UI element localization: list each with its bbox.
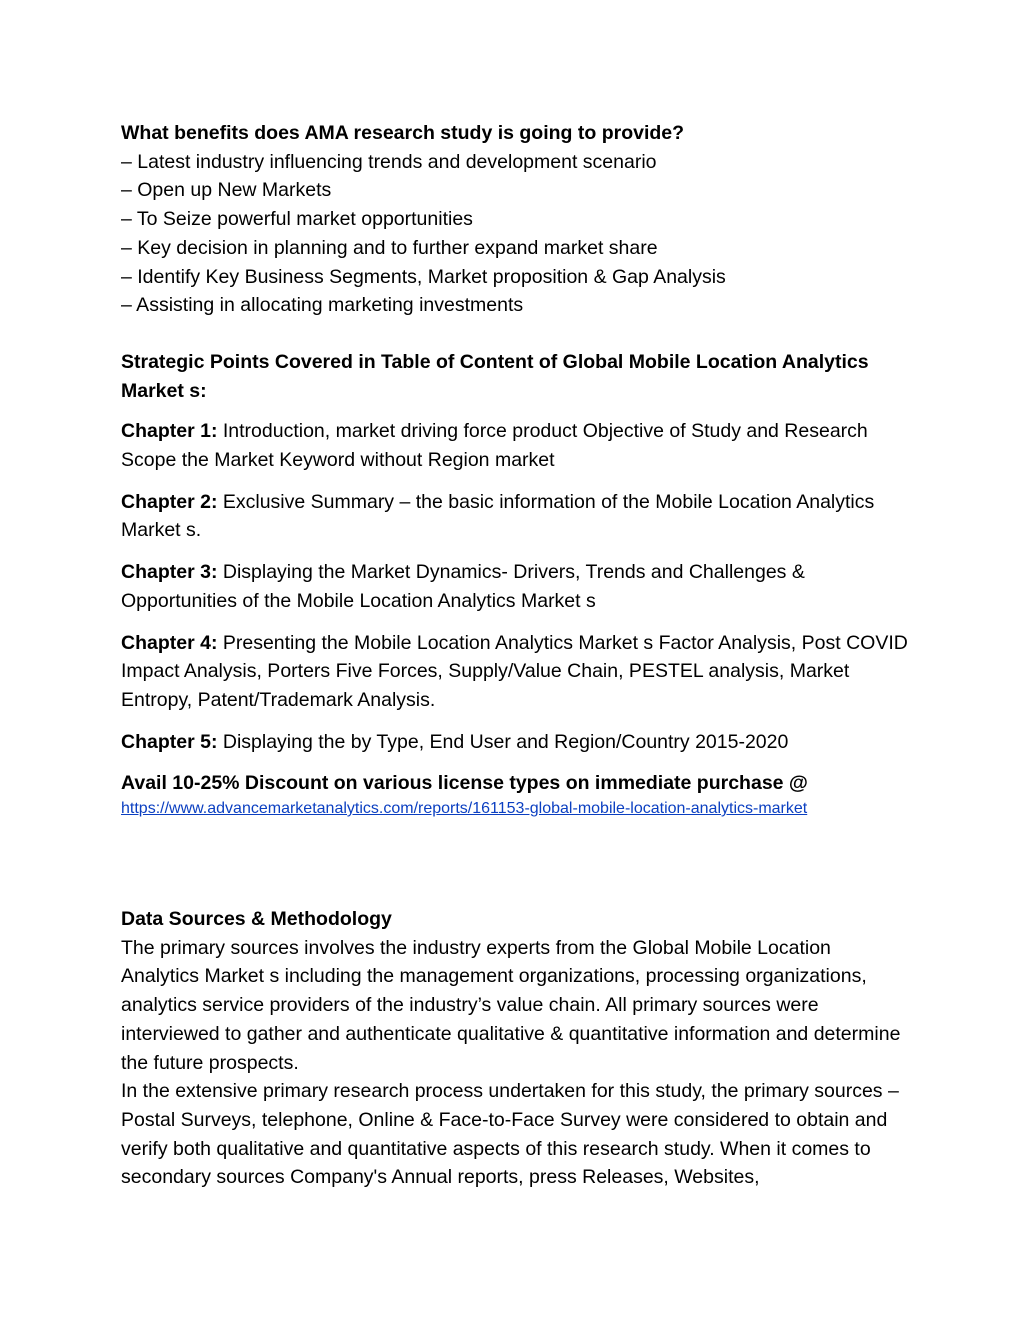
- report-link[interactable]: https://www.advancemarketanalytics.com/reports/161153-global-mobile-location-analytics-market: [121, 800, 808, 818]
- benefit-item: – Key decision in planning and to further expand market share: [121, 236, 658, 259]
- toc-section: [121, 348, 911, 756]
- discount-section: [121, 769, 911, 820]
- methodology-section: [121, 905, 911, 1192]
- chapter-text: Exclusive Summary – the basic information of the Mobile Location Analytics Market s.: [121, 490, 875, 542]
- chapter-list: [121, 417, 911, 756]
- methodology-paragraph-1: The primary sources involves the industry experts from the Global Mobile Location Analytics Market s including the management organizations, processing organizations, analytics service providers of the industry’s value chain. All primary sources were interviewed to gather and authenticate qualitative & quantitative information and determine the future prospects.: [121, 936, 901, 1074]
- methodology-heading: Data Sources & Methodology: [121, 908, 392, 931]
- chapter-item: [121, 558, 911, 615]
- chapter-label: Chapter 5:: [121, 730, 218, 753]
- benefit-item: – Open up New Markets: [121, 179, 332, 202]
- benefits-section: [121, 119, 911, 320]
- chapter-text: Displaying the by Type, End User and Region/Country 2015-2020: [217, 730, 789, 753]
- toc-heading: Strategic Points Covered in Table of Content of Global Mobile Location Analytics Market s:: [121, 350, 869, 402]
- chapter-text: Displaying the Market Dynamics- Drivers, Trends and Challenges & Opportunities of the Mobile Location Analytics Market s: [121, 561, 805, 612]
- discount-text: Avail 10-25% Discount on various license types on immediate purchase @: [121, 772, 808, 795]
- chapter-item: [121, 728, 911, 757]
- benefit-item: – Latest industry influencing trends and development scenario: [121, 150, 657, 173]
- chapter-text: Presenting the Mobile Location Analytics Market s Factor Analysis, Post COVID Impact Analysis, Porters Five Forces, Supply/Value Chain, PESTEL analysis, Market Entropy, Patent/Trademark Analysis.: [121, 631, 908, 711]
- chapter-label: Chapter 4:: [121, 631, 218, 654]
- chapter-item: [121, 629, 911, 715]
- benefits-list: [121, 148, 911, 320]
- benefits-heading: What benefits does AMA research study is going to provide?: [121, 122, 685, 144]
- chapter-label: Chapter 1:: [121, 420, 218, 443]
- benefit-item: – Identify Key Business Segments, Market proposition & Gap Analysis: [121, 265, 726, 288]
- document-content: [121, 119, 911, 1192]
- methodology-paragraph-2: In the extensive primary research process undertaken for this study, the primary sources – Postal Surveys, telephone, Online & Face-to-Face Survey were considered to obtain and verify both qualitative and quantitative aspects of this research study. When it comes to secondary sources Company's Annual reports, press Releases, Websites,: [121, 1080, 899, 1189]
- chapter-item: [121, 488, 911, 545]
- benefit-item: – To Seize powerful market opportunities: [121, 208, 473, 231]
- chapter-text: Introduction, market driving force product Objective of Study and Research Scope the Market Keyword without Region market: [121, 420, 868, 472]
- chapter-label: Chapter 2:: [121, 490, 218, 513]
- chapter-label: Chapter 3:: [121, 561, 218, 584]
- benefit-item: – Assisting in allocating marketing investments: [121, 294, 524, 317]
- chapter-item: [121, 417, 911, 474]
